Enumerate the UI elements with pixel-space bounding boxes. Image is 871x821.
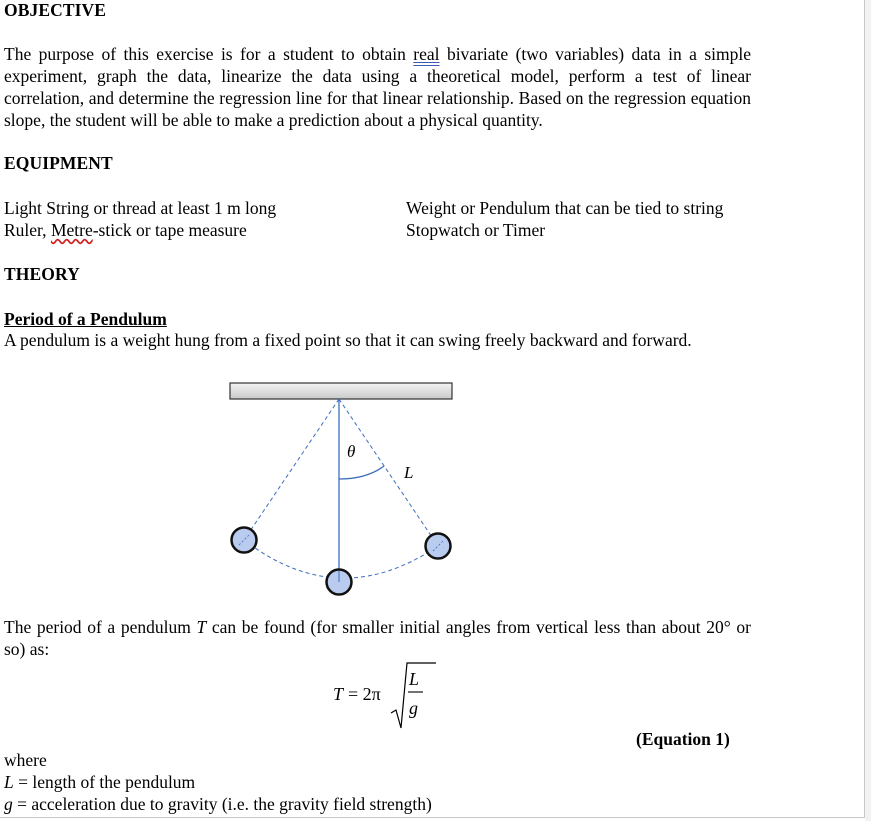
objective-paragraph: [4, 43, 751, 131]
definition-g-text: = acceleration due to gravity (i.e. the gravity field strength): [12, 794, 432, 814]
period-variable: T: [196, 617, 207, 637]
formula-equals-two-pi: = 2π: [348, 684, 381, 704]
objective-heading: OBJECTIVE: [4, 0, 107, 20]
objective-text-start: The purpose of this exercise is for a student to obtain: [4, 44, 414, 64]
definition-L: [4, 772, 195, 793]
definition-g: [4, 794, 432, 815]
pendulum-intro: A pendulum is a weight hung from a fixed point so that it can swing freely backward and forward.: [4, 330, 692, 350]
period-text-rest: can be found (for smaller initial angles from vertical less than about 20° or so) as:: [4, 617, 751, 659]
formula-numerator: L: [409, 669, 420, 689]
variable-g: g: [4, 794, 13, 814]
equipment-item: Weight or Pendulum that can be tied to string: [406, 198, 724, 218]
objective-text-rest: bivariate (two variables) data in a simple experiment, graph the data, linearize the data using a theoretical model, perform a test of linear correlation, and determine the regression line for that linear relationship. Based on the regression equation slope, the student will be able to make a prediction about a physical quantity.: [4, 44, 751, 130]
period-text: The period of a pendulum: [4, 617, 197, 637]
where-label: where: [4, 750, 47, 770]
period-paragraph: [4, 616, 751, 660]
equipment-item-text: Ruler,: [4, 220, 51, 240]
equipment-list-right: [406, 197, 723, 241]
length-label: L: [404, 463, 414, 482]
spelling-flag-word[interactable]: Metre: [50, 220, 93, 240]
equipment-item-text: -stick or tape measure: [92, 220, 247, 240]
formula-lhs: T: [333, 684, 344, 704]
equipment-heading: EQUIPMENT: [4, 153, 113, 173]
pendulum-bob-left: [232, 528, 257, 553]
equipment-item: [4, 219, 276, 241]
left-dashed-string: [244, 399, 339, 540]
angle-theta-label: θ: [347, 442, 356, 461]
pendulum-subheading: Period of a Pendulum: [4, 309, 167, 329]
grammar-flag-word[interactable]: real: [413, 44, 440, 64]
pendulum-diagram: [222, 375, 462, 605]
variable-L: L: [4, 772, 14, 792]
definition-L-text: = length of the pendulum: [13, 772, 196, 792]
equipment-item: Light String or thread at least 1 m long: [4, 198, 277, 218]
pendulum-bob-right: [426, 534, 451, 559]
ceiling-support-bar: [230, 383, 452, 399]
angle-arc: [339, 466, 384, 479]
period-formula: [328, 658, 448, 732]
theory-heading: THEORY: [4, 264, 80, 284]
equipment-list-left: [4, 197, 276, 241]
formula-denominator: g: [409, 698, 418, 718]
equipment-item: Stopwatch or Timer: [406, 220, 546, 240]
page-gutter: [865, 0, 871, 821]
right-dashed-string: [339, 399, 438, 546]
equation-label: (Equation 1): [636, 729, 730, 749]
